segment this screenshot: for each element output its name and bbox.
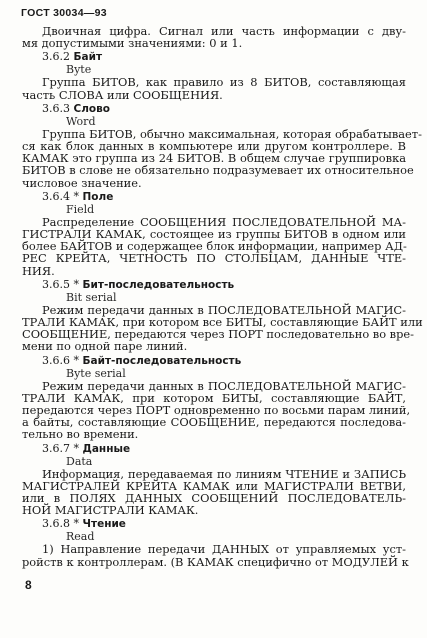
section-number: 3.6.8: [42, 517, 70, 531]
english-term: Read: [66, 530, 95, 544]
paragraph: [22, 216, 406, 277]
star-mark: *: [73, 353, 79, 367]
star-mark: *: [73, 189, 79, 203]
english-term: Word: [66, 114, 96, 128]
paragraph: [22, 542, 409, 569]
text-line: Группа БИТОВ, как правило из 8 БИТОВ, составляющая: [42, 75, 406, 90]
text-line: более БАЙТОВ и содержащее блок информации, например АД-: [22, 239, 407, 254]
text-line: или в ПОЛЯХ ДАННЫХ СООБЩЕНИЙ ПОСЛЕДОВАТЕЛЬ-: [22, 491, 406, 506]
text-line: передаются через ПОРТ одновременно по восьми парам линий,: [22, 403, 411, 418]
section-heading: [22, 354, 406, 368]
section-number: 3.6.3: [42, 101, 70, 115]
english-term: Byte serial: [66, 366, 126, 380]
section-heading: [22, 517, 406, 531]
paragraph: [22, 378, 411, 442]
section-number: 3.6.7: [42, 441, 70, 455]
text-line: Группа БИТОВ, обычно максимальная, которая обрабатывает-: [42, 126, 422, 141]
text-line: Режим передачи данных в ПОСЛЕДОВАТЕЛЬНОЙ МАГИС-: [42, 302, 406, 317]
section-title: Поле: [82, 190, 114, 203]
star-mark: *: [73, 441, 79, 455]
section-number: 3.6.2: [42, 50, 70, 64]
section-title: Данные: [82, 442, 131, 455]
text-line: ТРАЛИ КАМАК, при котором все БИТЫ, составляющие БАЙТ или: [22, 315, 423, 330]
section-title: Байт: [73, 51, 103, 64]
section-title: Слово: [73, 102, 110, 115]
text-line: мени по одной паре линий.: [22, 339, 188, 354]
text-line: Двоичная цифра. Сигнал или часть информации с дву-: [42, 24, 406, 38]
text-line: ТРАЛИ КАМАК, при котором БИТЫ, составляющие БАЙТ,: [22, 390, 406, 405]
text-line: НИЯ.: [22, 263, 55, 278]
paragraph: [22, 302, 423, 354]
section-number: 3.6.4: [42, 189, 70, 203]
section-heading: [22, 50, 406, 64]
document-body: [22, 24, 423, 569]
section-title: Чтение: [82, 518, 126, 531]
text-line: тельно во времени.: [22, 427, 139, 442]
text-line: Распределение СООБЩЕНИЯ ПОСЛЕДОВАТЕЛЬНОЙ МА-: [42, 214, 406, 229]
text-line: числовое значение.: [22, 175, 142, 190]
text-line: МАГИСТРАЛЕЙ КРЕЙТА КАМАК или МАГИСТРАЛИ ВЕТВИ,: [22, 478, 406, 493]
text-line: РЕС КРЕЙТА, ЧЕТНОСТЬ ПО СТОЛБЦАМ, ДАННЫЕ ЧТЕ-: [22, 251, 406, 266]
text-line: БИТОВ в слове не обязательно подразумевает их относительное: [22, 163, 414, 178]
text-line: ся как блок данных в компьютере или другом контроллере. В: [22, 139, 406, 154]
text-line: мя допустимыми значениями: 0 и 1.: [22, 36, 243, 51]
paragraph: [22, 126, 422, 190]
text-line: ГИСТРАЛИ КАМАК, состоящее из группы БИТОВ в одном или: [22, 227, 406, 242]
page-number: 8: [25, 578, 32, 592]
text-line: СООБЩЕНИЕ, передаются через ПОРТ последовательно во вре-: [22, 327, 414, 342]
section-heading: [22, 278, 406, 292]
english-term: Field: [66, 202, 95, 216]
paragraph: [22, 468, 406, 517]
text-line: 1) Направление передачи ДАННЫХ от управляемых уст-: [42, 542, 406, 557]
section-title: Байт-последовательность: [82, 354, 242, 367]
paragraph: [22, 25, 406, 49]
text-line: Информация, передаваемая по линиям ЧТЕНИЕ и ЗАПИСЬ: [42, 466, 406, 481]
text-line: КАМАК это группа из 24 БИТОВ. В общем случае группировка: [22, 151, 406, 166]
section-heading: [22, 442, 406, 456]
section-number: 3.6.5: [42, 277, 70, 291]
section-heading: [22, 102, 406, 116]
paragraph: [22, 76, 406, 100]
section-title: Бит-последовательность: [82, 278, 235, 291]
star-mark: *: [73, 277, 79, 291]
text-line: часть СЛОВА или СООБЩЕНИЯ.: [22, 87, 223, 102]
page-header: ГОСТ 30034—93: [21, 7, 107, 19]
star-mark: *: [73, 517, 79, 531]
text-line: а байты, составляющие СООБЩЕНИЕ, передаются последова-: [22, 415, 406, 430]
text-line: НОЙ МАГИСТРАЛИ КАМАК.: [22, 503, 199, 518]
english-term: Byte: [66, 63, 92, 77]
english-term: Bit serial: [66, 290, 117, 304]
section-heading: [22, 190, 406, 204]
english-term: Data: [66, 454, 93, 468]
text-line: Режим передачи данных в ПОСЛЕДОВАТЕЛЬНОЙ МАГИС-: [42, 378, 406, 393]
section-number: 3.6.6: [42, 353, 70, 367]
text-line: ройств к контроллерам. (В КАМАК специфично от МОДУЛЕЙ к: [22, 554, 409, 569]
